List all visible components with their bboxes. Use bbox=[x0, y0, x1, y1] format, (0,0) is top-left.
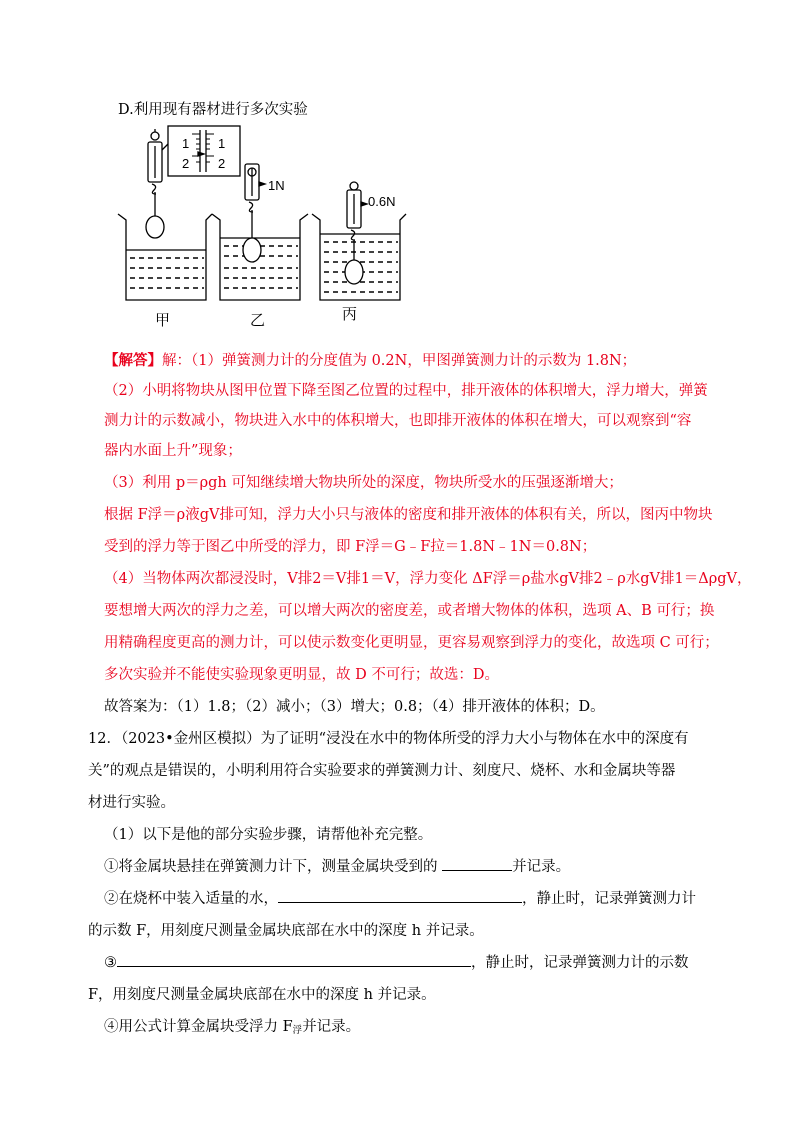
answer-line-7: 受到的浮力等于图乙中所受的浮力，即 F浮＝G﹣F拉＝1.8N﹣1N＝0.8N； bbox=[104, 539, 597, 555]
q12-line-3: 材进行实验。 bbox=[88, 795, 175, 811]
answer-tag: 【解答】 bbox=[104, 352, 162, 369]
answer-line-5: （3）利用 p＝ρgh 可知继续增大物块所处的深度，物块所受水的压强逐渐增大； bbox=[104, 475, 623, 491]
scale-mark-left-2: 2 bbox=[182, 156, 190, 171]
answer-line-2: （2）小明将物块从图甲位置下降至图乙位置的过程中，排开液体的体积增大，浮力增大，弹簧 bbox=[104, 383, 708, 399]
q12-line-1: 12．（2023•金州区模拟）为了证明“浸没在水中的物体所受的浮力大小与物体在水中的深度有 bbox=[88, 731, 689, 747]
label-jia: 甲 bbox=[155, 311, 171, 329]
scale-mark-right-1: 1 bbox=[218, 136, 226, 151]
label-yi: 乙 bbox=[250, 311, 266, 329]
blank-2[interactable] bbox=[278, 888, 522, 903]
answer-line-6: 根据 F浮＝ρ液gV排可知，浮力大小只与液体的密度和排开液体的体积有关，所以，图丙中物块 bbox=[104, 507, 713, 523]
reading-bing: 0.6N bbox=[368, 194, 396, 209]
scale-mark-right-2: 2 bbox=[218, 156, 226, 171]
step-4: ④用公式计算金属块受浮力 $F_浮$并记录。 bbox=[104, 1019, 361, 1036]
answer-line-11: 多次实验并不能使实验现象更明显，故 D 不可行；故选：D。 bbox=[104, 667, 499, 683]
step-3-cont: F，用刻度尺测量金属块底部在水中的深度 h 并记录。 bbox=[88, 987, 436, 1003]
option-d: D.利用现有器材进行多次实验 bbox=[118, 102, 308, 118]
label-bing: 丙 bbox=[342, 305, 358, 323]
final-answer: 故答案为：（1）1.8；（2）减小；（3）增大；0.8；（4）排开液体的体积；D。 bbox=[104, 699, 605, 715]
blank-3[interactable] bbox=[117, 952, 471, 967]
answer-line-4: 器内水面上升”现象； bbox=[104, 443, 242, 459]
beaker-jia bbox=[118, 126, 240, 300]
reading-yi: 1N bbox=[268, 178, 285, 193]
scale-mark-left-1: 1 bbox=[182, 136, 190, 151]
q12-line-4: （1）以下是他的部分实验步骤，请帮他补充完整。 bbox=[104, 827, 433, 843]
answer-line-10: 用精确程度更高的测力计，可以使示数变化更明显，更容易观察到浮力的变化，故选项 C 可行； bbox=[104, 635, 719, 651]
answer-line-9: 要想增大两次的浮力之差，可以增大两次的密度差，或者增大物体的体积，选项 A、B 可行；换 bbox=[104, 603, 715, 619]
answer-line-3: 测力计的示数减小，物块进入水中的体积增大，也即排开液体的体积在增大，可以观察到“容 bbox=[104, 413, 692, 429]
answer-line-8: （4）当物体两次都浸没时，V排2＝V排1＝V，浮力变化 ΔF浮＝ρ盐水gV排2﹣ρ水gV排1＝ΔρgV， bbox=[104, 571, 752, 587]
blank-1[interactable] bbox=[442, 856, 512, 871]
step-2: ②在烧杯中装入适量的水， ，静止时，记录弹簧测力计 bbox=[104, 887, 696, 908]
step-1: ①将金属块悬挂在弹簧测力计下，测量金属块受到的 并记录。 bbox=[104, 855, 570, 876]
experiment-figure bbox=[112, 122, 442, 337]
beaker-yi bbox=[212, 164, 308, 300]
beaker-diagram bbox=[112, 122, 442, 337]
step-3: ③ ，静止时，记录弹簧测力计的示数 bbox=[104, 951, 689, 972]
q12-line-2: 关”的观点是错误的，小明利用符合实验要求的弹簧测力计、刻度尺、烧杯、水和金属块等器 bbox=[88, 763, 676, 779]
step-2-cont: 的示数 F，用刻度尺测量金属块底部在水中的深度 h 并记录。 bbox=[88, 923, 484, 939]
answer-line-1: 【解答】解：（1）弹簧测力计的分度值为 0.2N，甲图弹簧测力计的示数为 1.8N； bbox=[104, 352, 637, 369]
